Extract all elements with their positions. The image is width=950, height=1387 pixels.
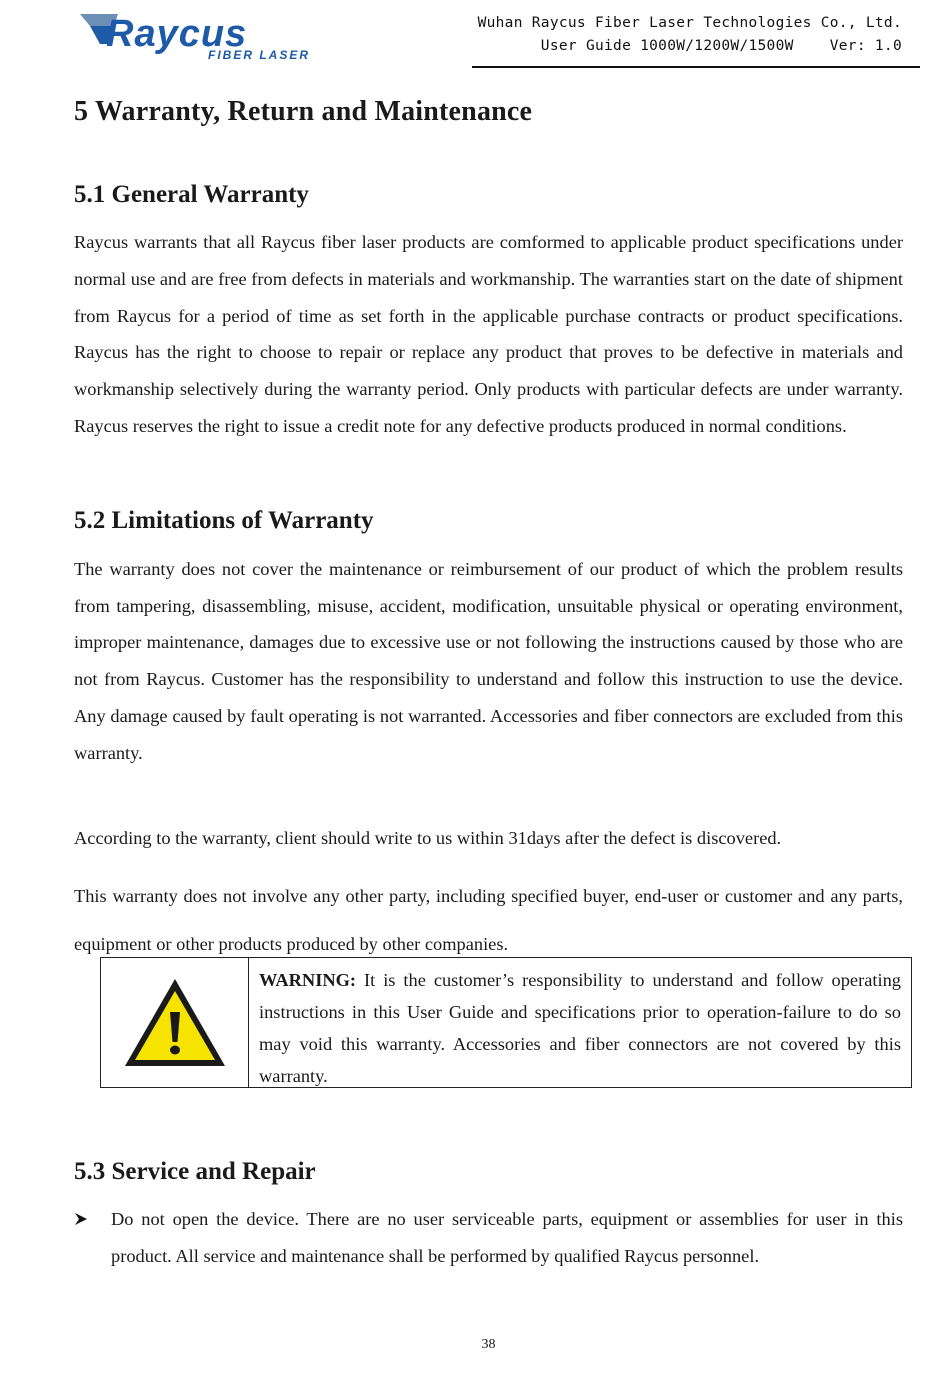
limitations-heading: 5.2 Limitations of Warranty	[74, 507, 374, 534]
page-number: 38	[481, 1337, 496, 1352]
general-warranty-text: Raycus warrants that all Raycus fiber laser products are comformed to applicable product specifications under normal use and are free from defects in materials and workmanship. The warranties start on the date of shipment from Raycus for a period of time as set forth in the applicable purchase contracts or product specifications. Raycus has the right to choose to repair or replace any product that proves to be defective in materials and workmanship selectively during the warranty period. Only products with particular defects are under warranty. Raycus reserves the right to issue a credit note for any defective products produced in normal conditions.	[74, 232, 903, 436]
arrow-bullet-icon	[74, 1201, 111, 1275]
section-title: 5 Warranty, Return and Maintenance	[74, 96, 533, 127]
list-item	[74, 1201, 903, 1275]
service-heading: 5.3 Service and Repair	[74, 1158, 316, 1185]
logo-text: Raycus	[106, 13, 248, 55]
warning-text: It is the customer’s responsibility to understand and follow operating instructions in this User Guide and specifications prior to operation-failure to do so may void this warranty. Accessories and fiber connectors are not covered by this warranty.	[259, 970, 901, 1086]
limitations-claim-period: According to the warranty, client should write to us within 31days after the defect is discovered.	[74, 828, 782, 848]
warning-text-cell	[249, 958, 911, 1087]
raycus-logo	[78, 10, 363, 62]
warning-icon-cell	[101, 958, 249, 1087]
limitations-third-party: This warranty does not involve any other party, including specified buyer, end-user or customer and any parts, equipment or other products produced by other companies.	[74, 886, 903, 954]
warning-box	[100, 957, 912, 1088]
service-bullet-text: Do not open the device. There are no user serviceable parts, equipment or assemblies for user in this product. All service and maintenance shall be performed by qualified Raycus personnel.	[111, 1209, 903, 1266]
header-company: Wuhan Raycus Fiber Laser Technologies Co., Ltd.	[477, 15, 902, 31]
header-info	[478, 12, 902, 58]
warning-label: WARNING:	[259, 970, 357, 990]
general-warranty-heading: 5.1 General Warranty	[74, 181, 309, 208]
warning-triangle-icon	[122, 976, 228, 1070]
logo-subtext: FIBER LASER	[208, 48, 311, 62]
header-guide: User Guide 1000W/1200W/1500W Ver: 1.0	[540, 38, 902, 54]
limitations-text: The warranty does not cover the maintenance or reimbursement of our product of which the problem results from tampering, disassembling, misuse, accident, modification, unsuitable physical or operating environment, improper maintenance, damages due to excessive use or not following the instructions caused by those who are not from Raycus. Customer has the responsibility to understand and follow this instruction to use the device. Any damage caused by fault operating is not warranted. Accessories and fiber connectors are excluded from this warranty.	[74, 559, 903, 763]
header-divider	[472, 66, 920, 68]
